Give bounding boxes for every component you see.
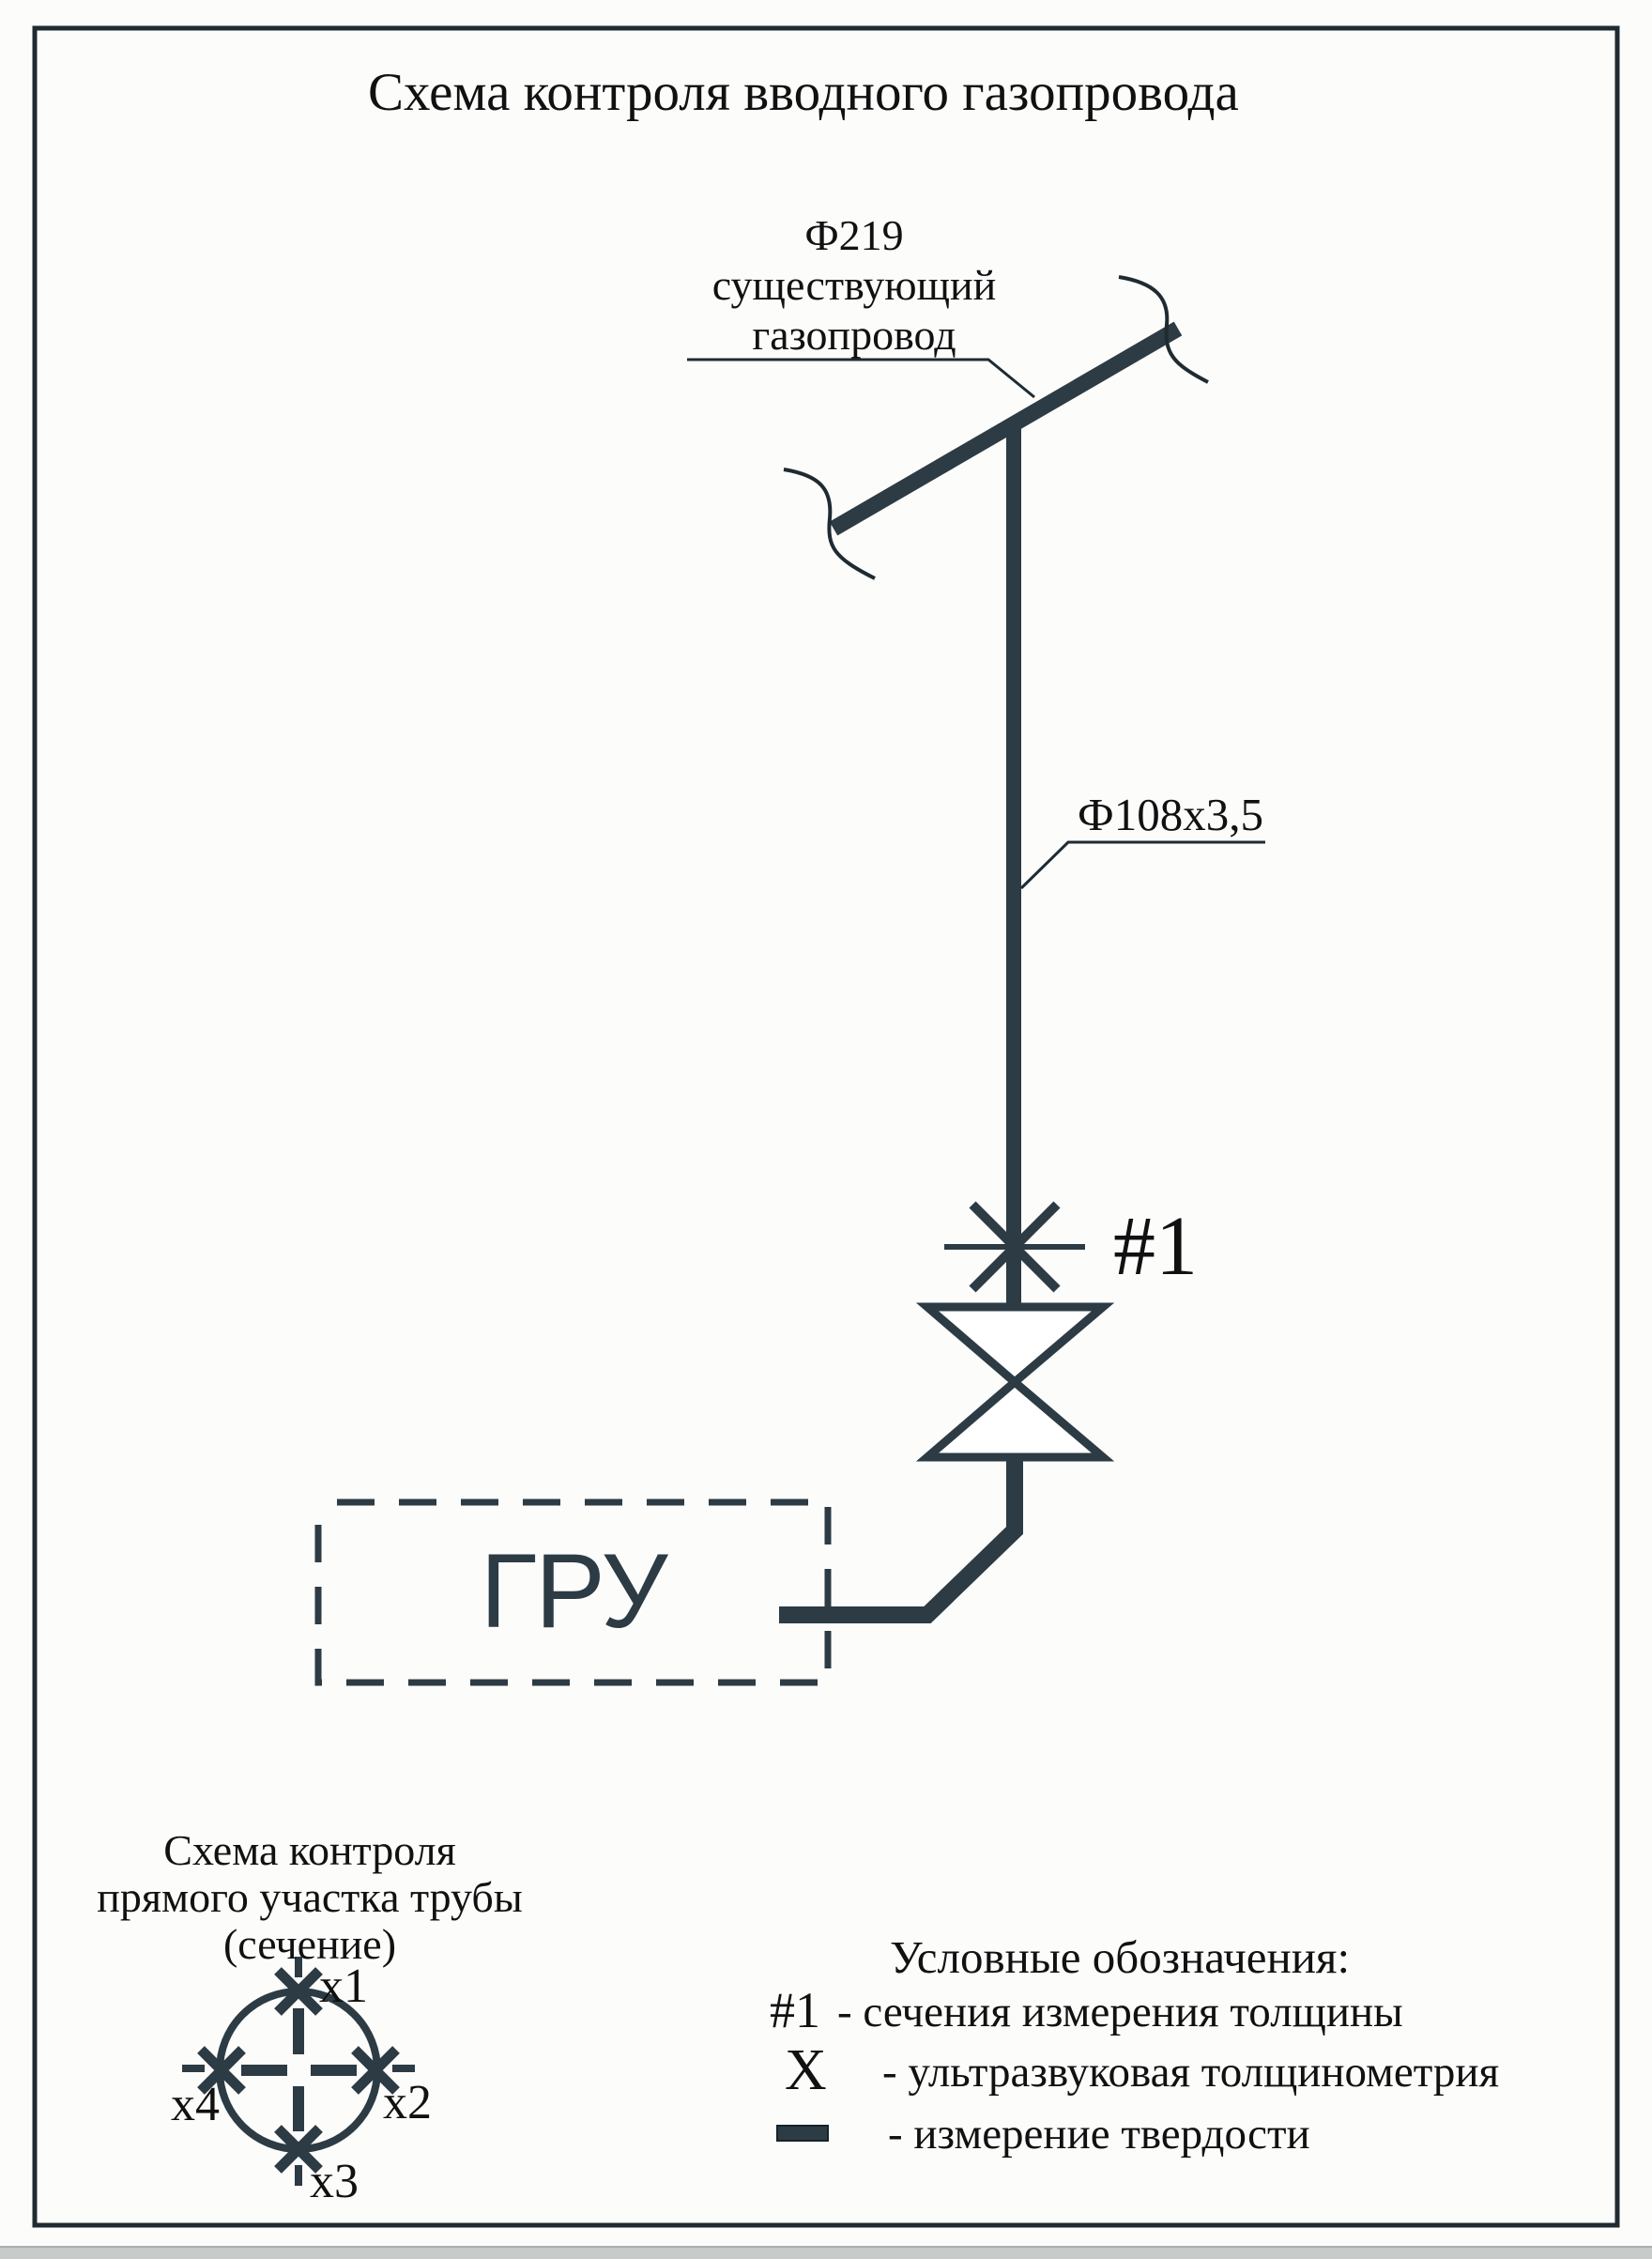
gru-unit-label: ГРУ (480, 1531, 666, 1650)
section-point-x1-label: x1 (319, 1959, 368, 2013)
existing-pipeline-label-line3: газопровод (752, 311, 956, 359)
legend-symbol-ultrasonic-x: X (785, 2038, 827, 2102)
legend-symbol-hardness-dash (776, 2125, 829, 2142)
section-view-title-line2: прямого участка трубы (97, 1873, 523, 1921)
page-bottom-strip (0, 2246, 1652, 2259)
section-view-title-line1: Схема контроля (163, 1826, 456, 1874)
section-point-x4-label: x4 (171, 2078, 220, 2131)
existing-pipeline-label-line2: существующий (711, 261, 997, 309)
gru-unit-box (318, 1502, 828, 1683)
page-title: Схема контроля вводного газопровода (368, 63, 1239, 122)
existing-pipeline-diameter: Ф219 (804, 211, 904, 259)
pipe-section-circle (220, 1991, 377, 2149)
section-view-title-line3: (сечение) (222, 1920, 397, 1968)
break-mark-icon (784, 469, 875, 578)
existing-label-leader-line (687, 360, 1034, 397)
riser-label-leader-line (1021, 842, 1265, 888)
section-point-x3-label: x3 (310, 2155, 359, 2208)
legend-heading: Условные обозначения: (890, 1931, 1351, 1983)
valve-icon (927, 1307, 1103, 1457)
section-marker-label: #1 (1113, 1200, 1198, 1293)
legend-text-thickness-sections: - сечения измерения толщины (837, 1988, 1403, 2036)
riser-pipe-label: Ф108х3,5 (1078, 789, 1263, 840)
legend-text-ultrasonic: - ультразвуковая толщинометрия (882, 2048, 1500, 2097)
section-point-x2-label: x2 (383, 2076, 432, 2129)
legend-symbol-section-marker: #1 (770, 1982, 820, 2038)
section-view-title (28, 1827, 591, 1968)
existing-pipeline-label (699, 210, 1009, 360)
legend-text-hardness: - измерение твердости (888, 2110, 1310, 2159)
